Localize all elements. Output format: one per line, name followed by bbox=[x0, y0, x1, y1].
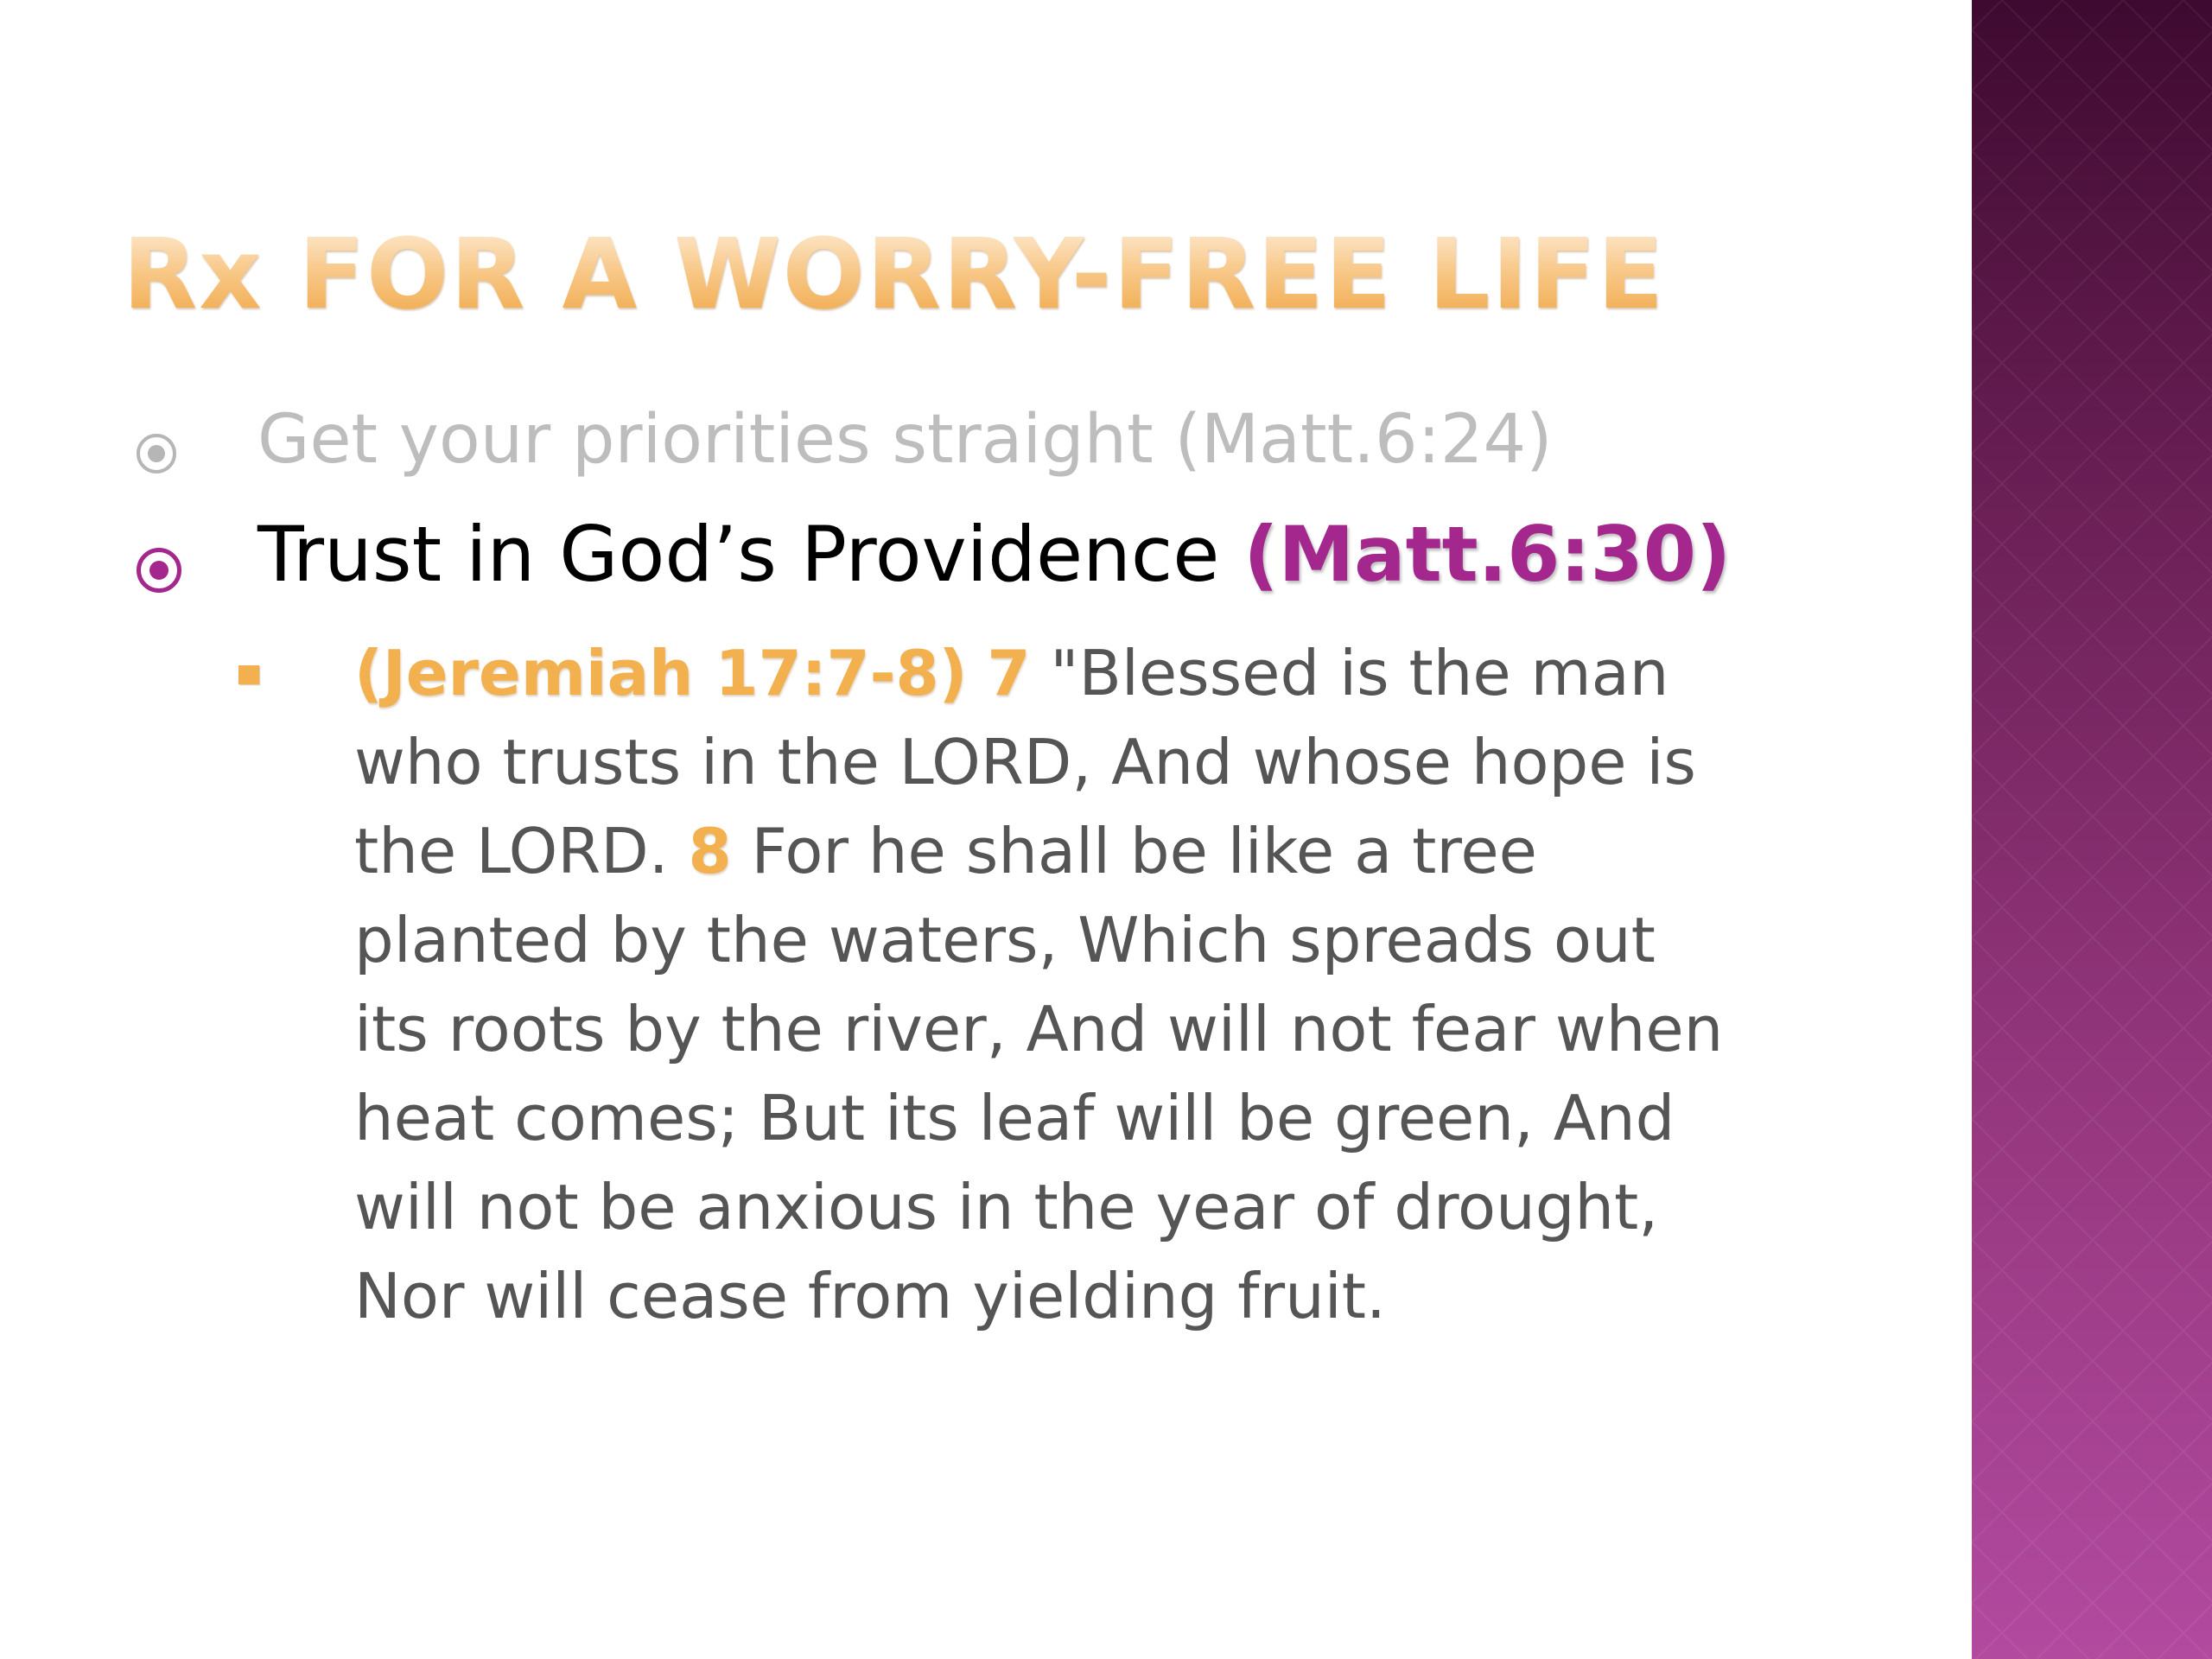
square-bullet-icon bbox=[238, 665, 259, 684]
radio-dot-icon bbox=[137, 434, 176, 474]
diamond-pattern bbox=[1972, 0, 2212, 1659]
scripture-line-2: who trusts in the LORD, And whose hope is bbox=[354, 726, 1696, 798]
bullet-trust-text bbox=[257, 510, 1732, 599]
title-rest: FOR A WORRY-FREE LIFE bbox=[298, 219, 1666, 331]
bullet-trust-reference: (Matt.6:30) bbox=[1243, 510, 1732, 599]
scripture-reference: (Jeremiah 17:7-8) bbox=[354, 637, 968, 709]
bullet-priorities-text: Get your priorities straight (Matt.6:24) bbox=[257, 401, 1553, 479]
scripture-line-4: planted by the waters, Which spreads out bbox=[354, 904, 1656, 976]
scripture-line-5: its roots by the river, And will not fear when bbox=[354, 993, 1724, 1065]
title-prefix: Rx bbox=[123, 219, 299, 331]
scripture-line-8: Nor will cease from yielding fruit. bbox=[354, 1260, 1386, 1332]
radio-dot-icon bbox=[137, 548, 181, 593]
slide-title bbox=[123, 219, 1666, 331]
scripture-line-3 bbox=[354, 807, 1840, 896]
scripture-line-1 bbox=[354, 629, 1840, 718]
decorative-side-band bbox=[1972, 0, 2212, 1659]
scripture-passage bbox=[354, 629, 1840, 1341]
scripture-line-3-start: the LORD. bbox=[354, 815, 689, 887]
scripture-line-3-end: For he shall be like a tree bbox=[731, 815, 1537, 887]
verse-number-7: 7 bbox=[987, 637, 1031, 709]
scripture-line-7: will not be anxious in the year of drought, bbox=[354, 1171, 1659, 1243]
scripture-line-1-text: "Blessed is the man bbox=[1030, 637, 1669, 709]
verse-number-8: 8 bbox=[688, 815, 732, 887]
bullet-trust-label: Trust in God’s Providence bbox=[257, 510, 1244, 599]
scripture-line-6: heat comes; But its leaf will be green, And bbox=[354, 1082, 1675, 1154]
